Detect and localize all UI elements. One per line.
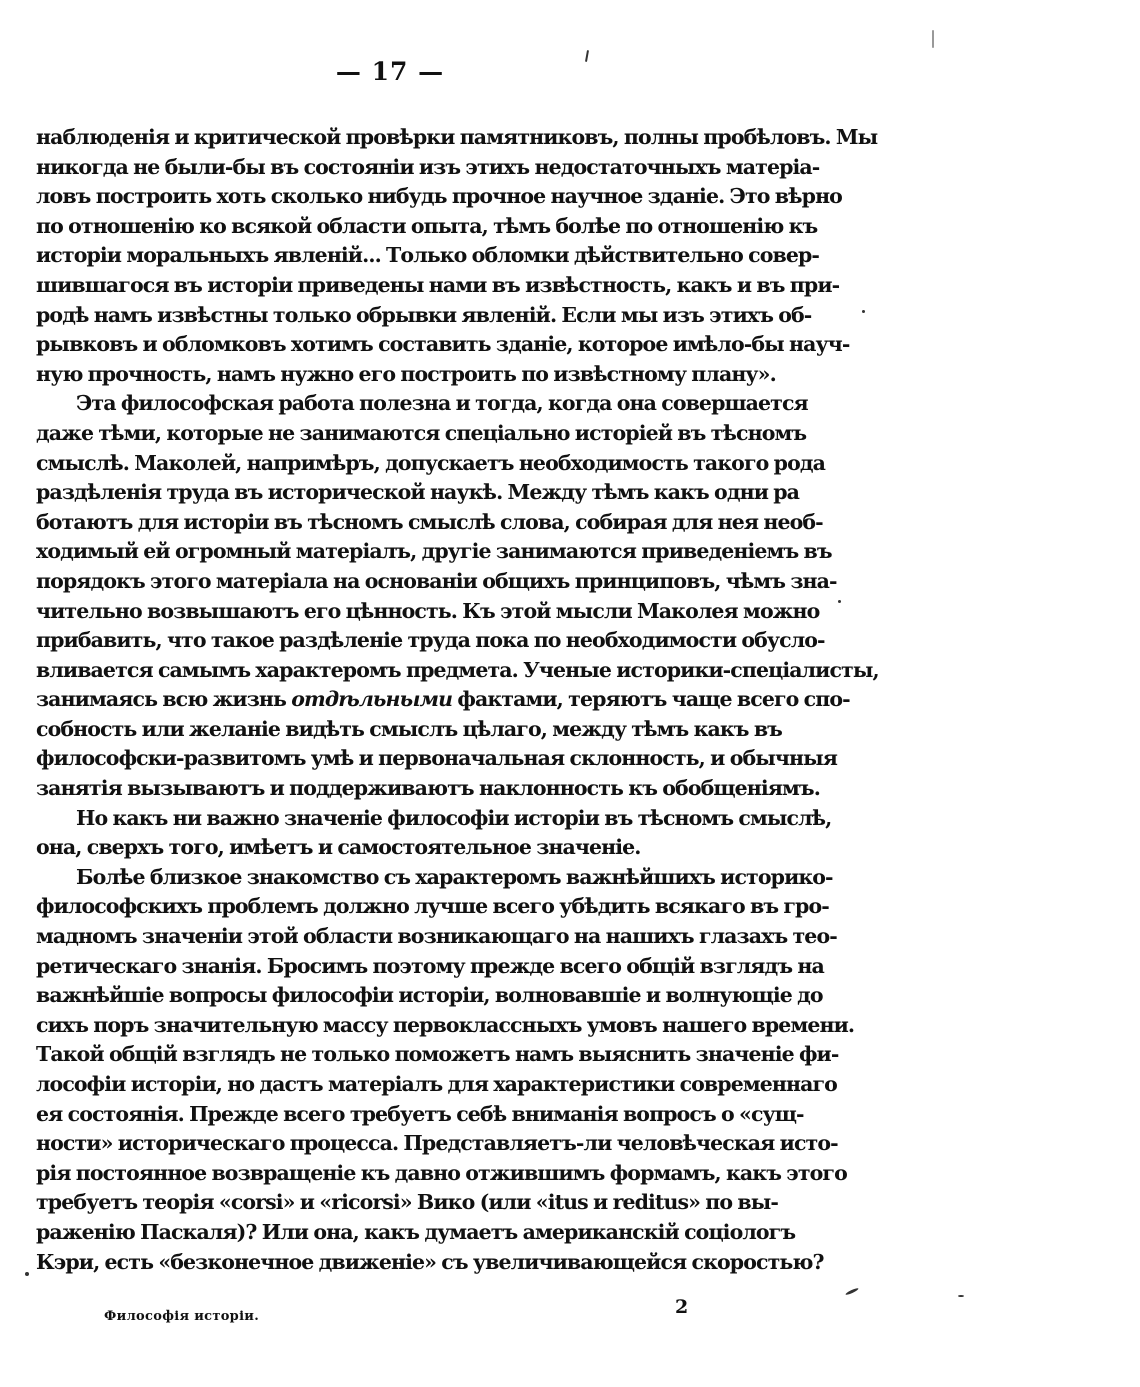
text-line: сихъ поръ значительную массу первоклассныхъ умовъ нашего времени. [36,1012,855,1037]
text-line: ности» историческаго процесса. Представляетъ-ли человѣческая исто- [36,1131,838,1156]
text-line: шившагося въ исторіи приведены нами въ извѣстность, какъ и въ при- [36,272,840,297]
text-line: исторіи моральныхъ явленій... Только обломки дѣйствительно совер- [36,243,820,268]
text-line: раздѣленія труда въ исторической наукѣ. Между тѣмъ какъ одни ра [36,480,800,505]
scan-speck [845,1287,859,1296]
text-line: она, сверхъ того, имѣетъ и самостоятельное значеніе. [36,835,641,860]
text-line: смыслѣ. Маколей, напримѣръ, допускаетъ необходимость такого рода [36,450,825,475]
italic-word: отдѣльными [291,687,453,712]
sheet-number: 2 [675,1296,689,1318]
scan-speck [862,310,865,313]
text-line: по отношенію ко всякой области опыта, тѣмъ болѣе по отношенію къ [36,213,818,238]
text-line: рія постоянное возвращеніе къ давно отжившимъ формамъ, какъ этого [36,1160,847,1185]
body-text [36,123,879,1277]
text-line: раженію Паскаля)? Или она, какъ думаетъ американскій соціологъ [36,1219,796,1244]
scan-speck [932,30,934,48]
text-line: Кэри, есть «безконечное движеніе» съ увеличивающейся скоростью? [36,1249,824,1274]
text-line: Такой общій взглядъ не только поможетъ намъ выяснить значеніе фи- [36,1042,839,1067]
text-line: занятія вызываютъ и поддерживаютъ наклонность къ обобщеніямъ. [36,776,820,801]
text-line: вливается самымъ характеромъ предмета. Ученые историки-спеціалисты, [36,657,879,682]
text-line: ретическаго знанія. Бросимъ поэтому прежде всего общій взглядъ на [36,953,824,978]
text-line: чительно возвышаютъ его цѣнность. Къ этой мысли Маколея можно [36,598,820,623]
text-line: рывковъ и обломковъ хотимъ составить зданіе, которое имѣло-бы науч- [36,332,850,357]
scan-speck [25,1272,29,1276]
text-line: требуетъ теорія «corsi» и «ricorsi» Вико (или «itus и reditus» по вы- [36,1190,779,1215]
text-line: лософіи исторіи, но дастъ матеріалъ для характеристики современнаго [36,1072,837,1096]
text-line: порядокъ этого матеріала на основаніи общихъ принциповъ, чѣмъ зна- [36,568,837,593]
text-line: ботаютъ для исторіи въ тѣсномъ смыслѣ слова, собирая для нея необ- [36,509,823,534]
text-line: Эта философская работа полезна и тогда, когда она совершается [76,391,808,416]
text-line: ея состоянія. Прежде всего требуетъ себѣ вниманія вопросъ о «сущ- [36,1101,804,1126]
signature-mark: Философія исторіи. [104,1309,260,1324]
text-line: ную прочность, намъ нужно его построить по извѣстному плану». [36,361,776,386]
text-line: философски-развитомъ умѣ и первоначальная склонность, и обычныя [36,746,838,771]
text-line: ходимый ей огромный матеріалъ, другіе занимаются приведеніемъ въ [36,539,832,564]
scan-speck [838,600,841,603]
text-line: мадномъ значеніи этой области возникающаго на нашихъ глазахъ тео- [36,924,837,949]
text-line: прибавить, что такое раздѣленіе труда пока по необходимости обусло- [36,628,825,653]
text-line: важнѣйшіе вопросы философіи исторіи, волновавшіе и волнующіе до [36,983,823,1008]
text-line: наблюденія и критической провѣрки памятниковъ, полны пробѣловъ. Мы [36,125,878,149]
text-line: Но какъ ни важно значеніе философіи исторіи въ тѣсномъ смыслѣ, [76,805,832,830]
page-number: — 17 — [335,57,445,86]
text-line: даже тѣми, которые не занимаются спеціально исторіей въ тѣсномъ [36,420,807,445]
text-line: Болѣе близкое знакомство съ характеромъ важнѣйшихъ историко- [76,864,833,889]
scan-speck [958,1295,964,1297]
text-line: никогда не были-бы въ состояніи изъ этихъ недостаточныхъ матеріа- [36,154,820,179]
text-line: занимаясь всю жизнь отдѣльными фактами, теряютъ чаще всего спо- [36,687,850,712]
text-line: собность или желаніе видѣть смыслъ цѣлаго, между тѣмъ какъ въ [36,716,783,741]
text-line: философскихъ проблемъ должно лучше всего убѣдить всякаго въ гро- [36,894,829,919]
text-line: родѣ намъ извѣстны только обрывки явленій. Если мы изъ этихъ об- [36,302,812,327]
text-line: ловъ построить хоть сколько нибудь прочное научное зданіе. Это вѣрно [36,184,842,209]
